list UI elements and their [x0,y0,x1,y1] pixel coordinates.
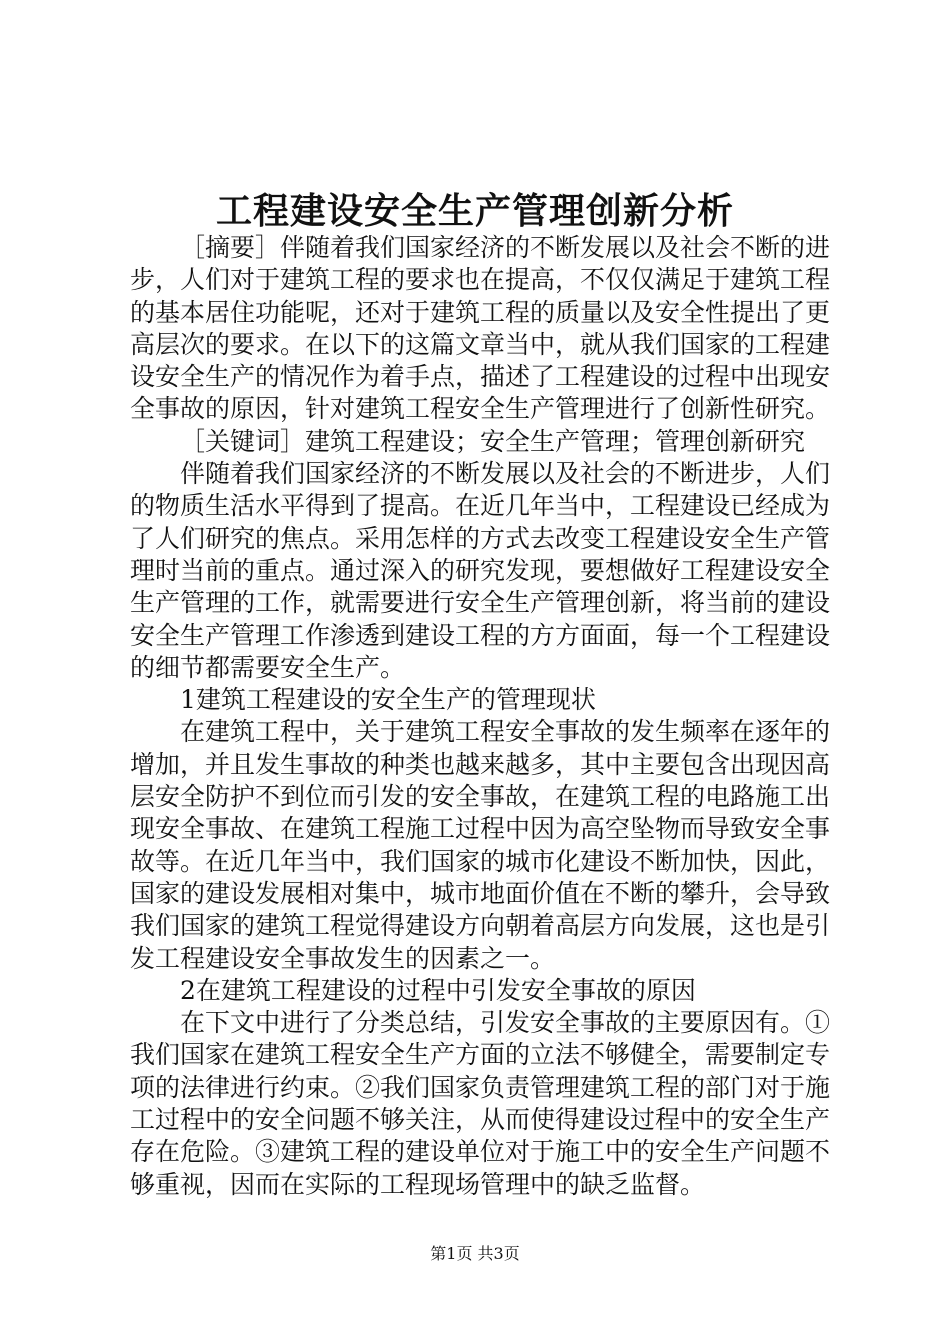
section-heading-2: 2在建筑工程建设的过程中引发安全事故的原因 [180,975,696,1005]
page-number-footer: 第1页 共3页 [430,1244,520,1263]
keywords-paragraph: ［关键词］建筑工程建设；安全生产管理；管理创新研究 [180,426,806,456]
abstract-paragraph: ［摘要］伴随着我们国家经济的不断发展以及社会不断的进步，人们对于建筑工程的要求也在提高，不仅仅满足于建筑工程的基本居住功能呢，还对于建筑工程的质量以及安全性提出了更高层次的要求。在以下的这篇文章当中，就从我们国家的工程建设安全生产的情况作为着手点，描述了工程建设的过程中出现安全事故的原因，针对建筑工程安全生产管理进行了创新性研究。 [130,233,831,424]
intro-paragraph: 伴随着我们国家经济的不断发展以及社会的不断进步，人们的物质生活水平得到了提高。在近几年当中，工程建设已经成为了人们研究的焦点。采用怎样的方式去改变工程建设安全生产管理时当前的重点。通过深入的研究发现，要想做好工程建设安全生产管理的工作，就需要进行安全生产管理创新，将当前的建设安全生产管理工作渗透到建设工程的方方面面，每一个工程建设的细节都需要安全生产。 [130,459,831,682]
document-body [130,232,830,1201]
section-2-paragraph: 在下文中进行了分类总结，引发安全事故的主要原因有。①我们国家在建筑工程安全生产方面的立法不够健全，需要制定专项的法律进行约束。②我们国家负责管理建筑工程的部门对于施工过程中的安全问题不够关注，从而使得建设过程中的安全生产存在危险。③建筑工程的建设单位对于施工中的安全生产问题不够重视，因而在实际的工程现场管理中的缺乏监督。 [130,1008,831,1199]
section-heading-1: 1建筑工程建设的安全生产的管理现状 [180,685,596,715]
section-1-paragraph: 在建筑工程中，关于建筑工程安全事故的发生频率在逐年的增加，并且发生事故的种类也越来越多，其中主要包含出现因高层安全防护不到位而引发的安全事故，在建筑工程的电路施工出现安全事故、在建筑工程施工过程中因为高空坠物而导致安全事故等。在近几年当中，我们国家的城市化建设不断加快，因此，国家的建设发展相对集中，城市地面价值在不断的攀升，会导致我们国家的建筑工程觉得建设方向朝着高层方向发展，这也是引发工程建设安全事故发生的因素之一。 [130,717,831,973]
document-title: 工程建设安全生产管理创新分析 [215,190,734,232]
